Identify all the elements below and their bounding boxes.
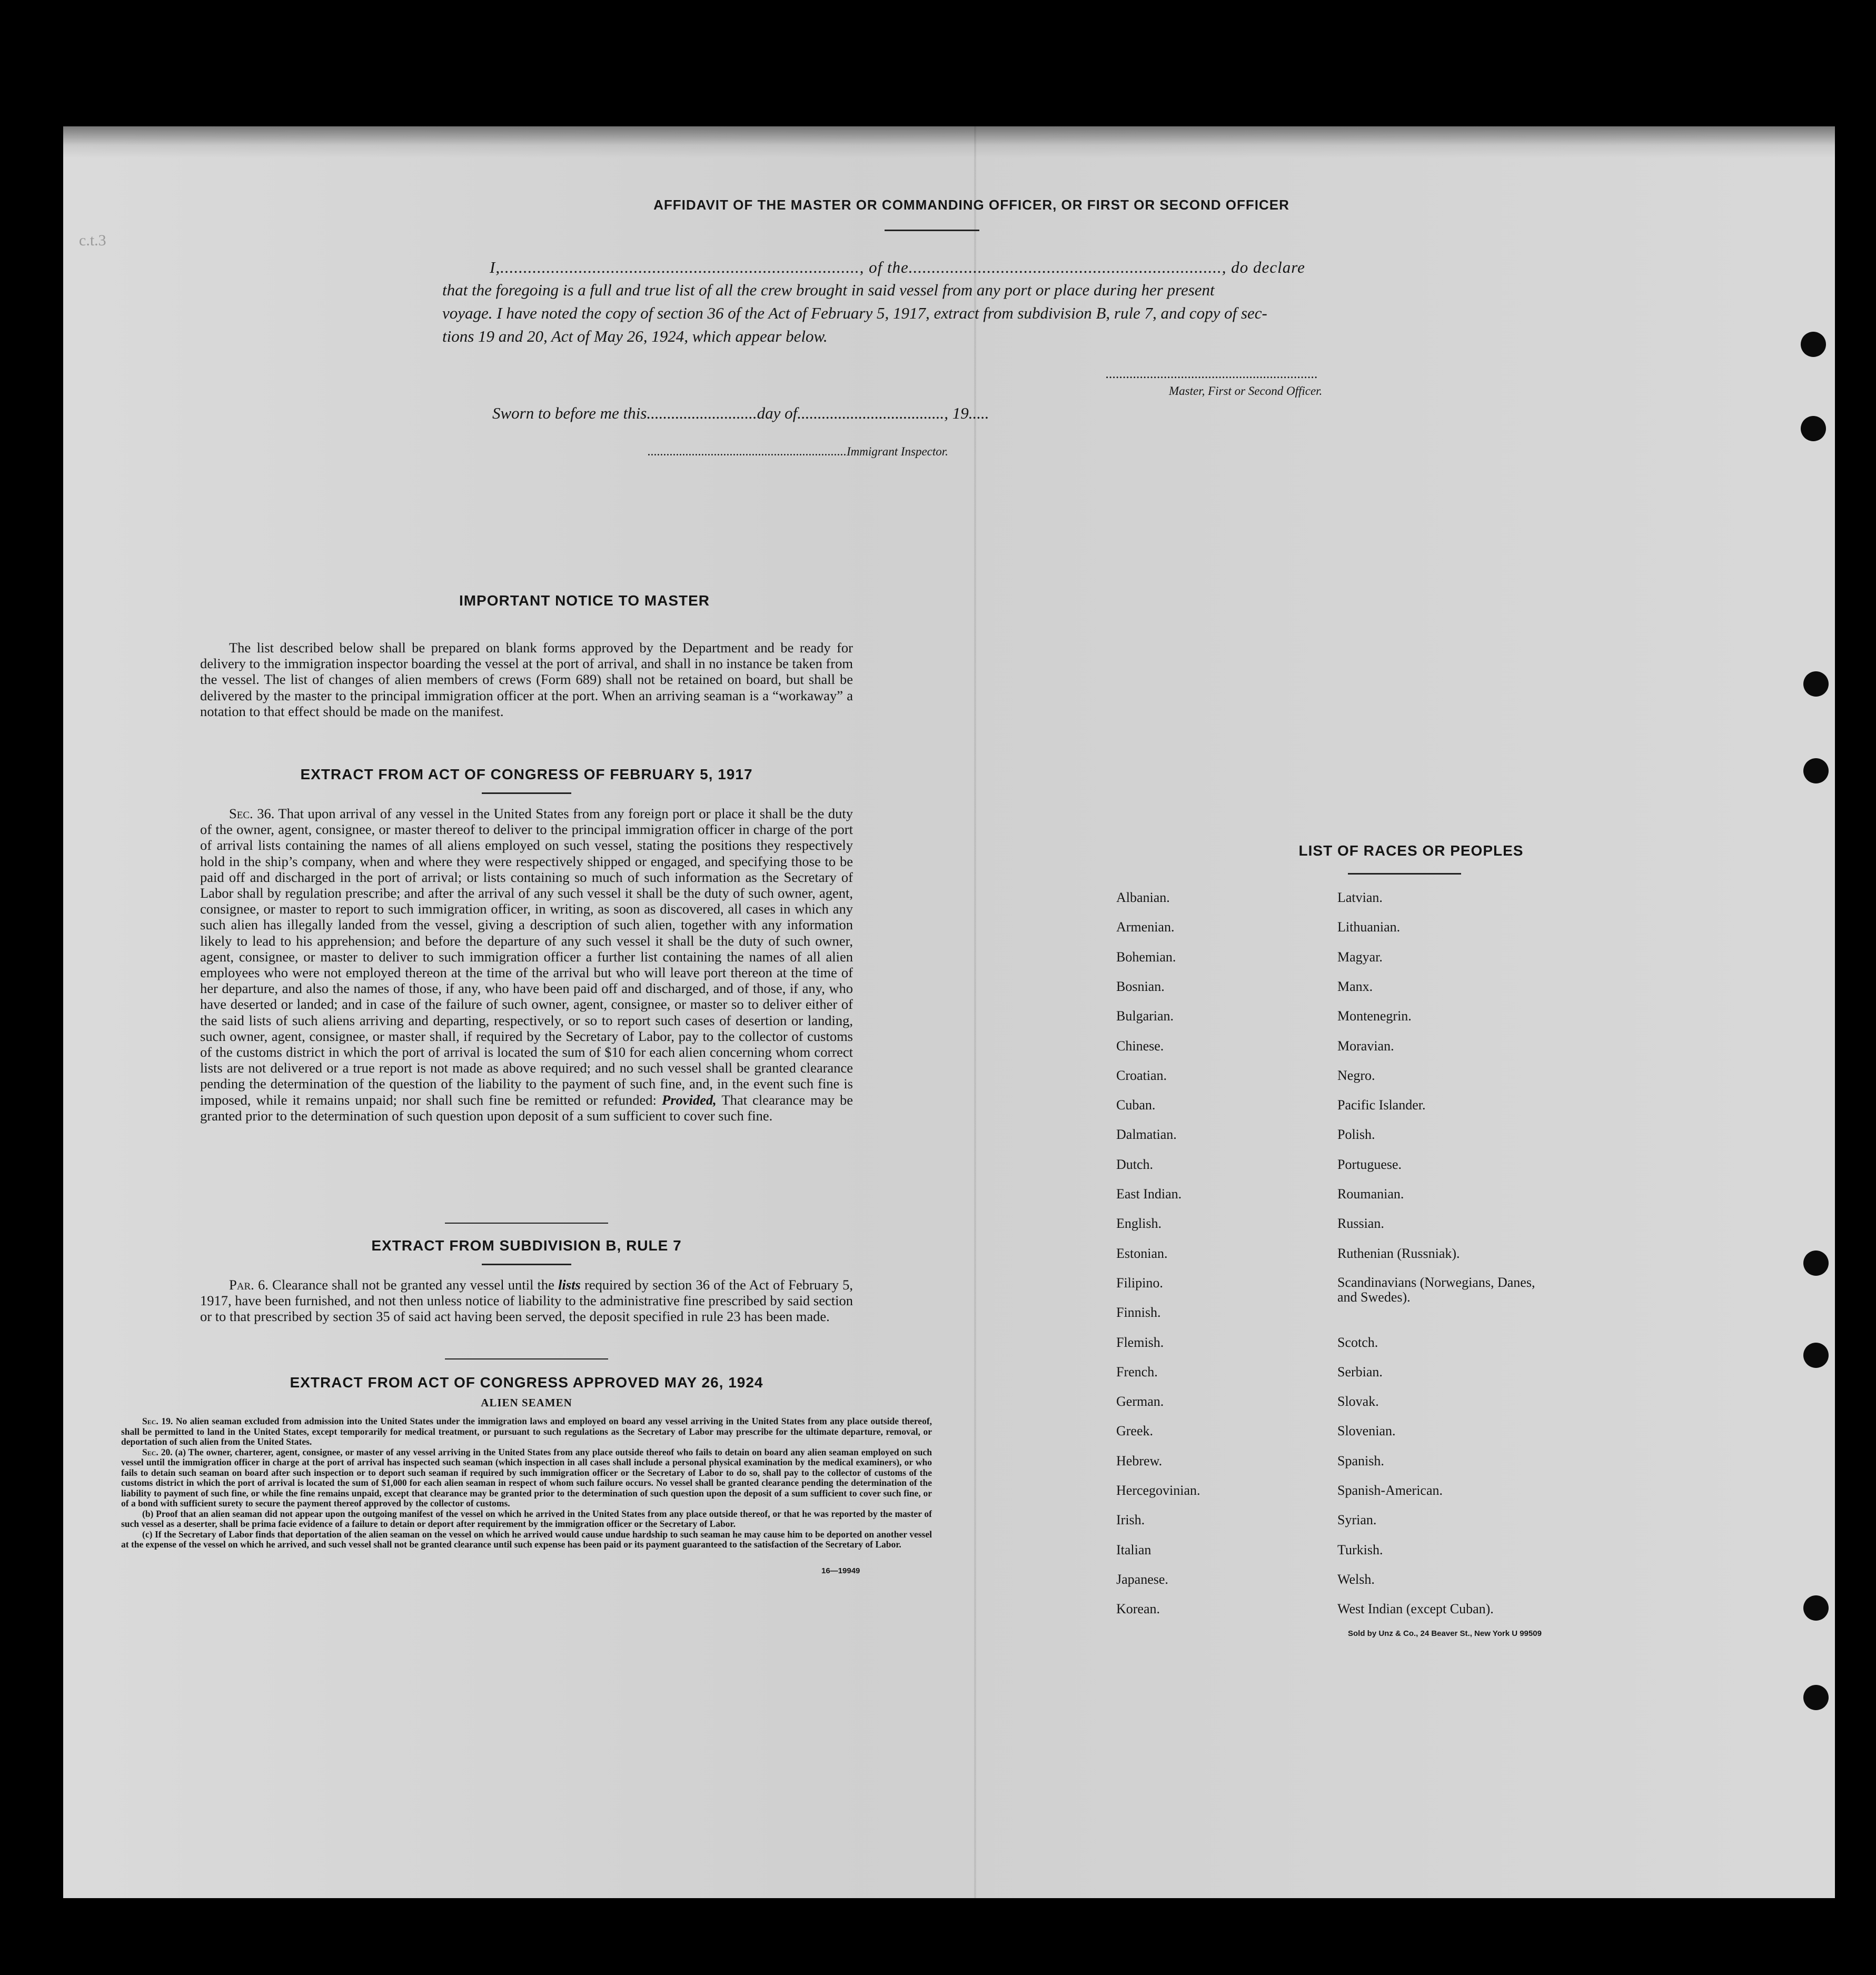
binder-hole-8 [1803,1685,1829,1710]
extract-1917-body [200,806,853,1124]
race-item-left: Finnish. [1116,1305,1161,1321]
affidavit-line-4: tions 19 and 20, Act of May 26, 1924, which appear below. [442,327,828,345]
act-1924-subtitle: ALIEN SEAMEN [481,1396,572,1409]
binder-hole-2 [1801,416,1826,441]
race-item-right: Roumanian. [1337,1186,1404,1202]
signature-caption: Master, First or Second Officer. [1169,384,1323,398]
rule7-text-a: Clearance shall not be granted any vessel until the [272,1277,554,1293]
sec-20a-paragraph [121,1447,932,1509]
race-item-right: Portuguese. [1337,1156,1402,1172]
affidavit-title-rule [885,230,979,231]
race-item-left: Chinese. [1116,1038,1164,1054]
race-item-left: Dutch. [1116,1156,1154,1172]
sec-19-label: Sec. 19. [142,1416,173,1426]
race-item-right: Syrian. [1337,1512,1377,1528]
race-item-right: Russian. [1337,1216,1384,1232]
race-item-right: Scotch. [1337,1334,1378,1350]
race-item-left: Croatian. [1116,1067,1167,1083]
lists-word: lists [558,1277,581,1293]
extract-1917-title: EXTRACT FROM ACT OF CONGRESS OF FEBRUARY 5, 1917 [300,766,753,782]
race-item-left: Bosnian. [1116,978,1165,994]
affidavit-line-3: voyage. I have noted the copy of section 36 of the Act of February 5, 1917, extract from subdivision B, rule 7, and copy of sec- [442,304,1267,322]
act-1924-body [121,1416,932,1550]
race-item-left: English. [1116,1216,1162,1232]
sec-20a-text: (a) The owner, charterer, agent, consignee, or master of any vessel arriving in the United States from any place outside thereof who fails to detain on board any alien seaman employed on such vessel until the immigration officer in charge at the port of arrival has inspected such seaman (which inspection in all cases shall include a personal physical examination by the medical examiners), or who fails to detain such seaman on board after such inspection or to deport such seaman if required by such immigration officer or the Secretary of Labor to do so, shall pay to the collector of customs of the customs district in which the port of arrival is located the sum of $1,000 for each alien seaman in respect of whom such failure occurs. No vessel shall be granted clearance pending the determination of the liability to payment of such fine, or while the fine remains unpaid, except that clearance may be granted prior to the determination of such question upon the deposit of a sum sufficient to cover such fine, or of a bond with sufficient surety to secure the payment thereof approved by the collector of customs. [121,1446,932,1508]
race-item-right: Scandinavians (Norwegians, Danes, and Swedes). [1337,1274,1535,1305]
race-item-right: Turkish. [1337,1542,1383,1557]
race-item-right: Moravian. [1337,1038,1394,1054]
inspector-dots: ............................................................... [648,445,847,459]
race-item-right: Montenegrin. [1337,1008,1412,1024]
sec-20b-paragraph: (b) Proof that an alien seaman did not appear upon the outgoing manifest of the vessel on which he arrived in the United States from any place outside thereof, or that he was reported by the master of such vessel as a deserter, shall be prima facie evidence of a failure to detain or deport after requirement by the immigration officer or the Secretary of Labor. [121,1508,932,1529]
binder-hole-4 [1803,758,1829,783]
inspector-caption: Immigrant Inspector. [847,445,948,458]
binder-hole-5 [1803,1250,1829,1276]
top-edge-shadow [63,126,1835,158]
affidavit-line-1-text: I,.............................................................................., of the...................................................................., do declare [490,258,1305,276]
race-item-right: Slovak. [1337,1394,1379,1410]
document-page [63,126,1835,1898]
rule7-text-b: required by section 36 of the Act of February 5, 1917, have been furnished, and not then unless notice of liability to the administrative fine prescribed by said section or to that prescribed by section 35 of said act having been served, the deposit specified in rule 23 has been made. [200,1277,853,1325]
sec-36-tail: That clearance may be granted prior to the determination of such question upon deposit of a sum sufficient to cover such fine. [200,1091,853,1124]
printer-imprint: Sold by Unz & Co., 24 Beaver St., New York U 99509 [1348,1629,1542,1638]
race-item-left: Greek. [1116,1423,1154,1439]
race-item-right: Latvian. [1337,890,1383,905]
race-item-left: Hercegovinian. [1116,1483,1200,1498]
race-item-left: Filipino. [1116,1275,1163,1291]
race-item-right: Ruthenian (Russniak). [1337,1245,1460,1261]
race-item-left: East Indian. [1116,1186,1182,1202]
race-item-left: Bulgarian. [1116,1008,1174,1024]
center-fold [974,126,976,1898]
race-item-left: Estonian. [1116,1245,1168,1261]
race-item-left: Flemish. [1116,1334,1164,1350]
extract-1917-rule [482,792,571,794]
race-item-left: Bohemian. [1116,949,1176,965]
form-number: 16—19949 [821,1566,860,1575]
provided-word: Provided, [662,1091,717,1108]
races-title-rule [1348,873,1461,875]
par-6-label: Par. 6. [229,1277,269,1293]
sec-20-label: Sec. 20. [142,1446,173,1457]
race-item-right: Spanish. [1337,1453,1384,1468]
race-item-right: Polish. [1337,1127,1375,1143]
race-item-left: Armenian. [1116,919,1175,935]
sec-19-text: No alien seaman excluded from admission into the United States under the immigration laws and employed on board any vessel arriving in the United States from any place outside thereof, shall be permitted to land in the United States, except temporarily for medical treatment, or pursuant to such regulations as the Secretary of Labor may prescribe for the ultimate departure, removal, or deportation of such alien from the United States. [121,1416,932,1447]
race-item-right: Manx. [1337,978,1373,994]
race-item-left: Korean. [1116,1601,1160,1617]
affidavit-line-1 [490,258,1305,277]
race-item-right: Serbian. [1337,1364,1383,1379]
race-item-left: Dalmatian. [1116,1127,1177,1143]
races-title: LIST OF RACES OR PEOPLES [1298,842,1524,859]
race-item-left: Cuban. [1116,1097,1156,1113]
sec-20c-paragraph: (c) If the Secretary of Labor finds that deportation of the alien seaman on the vessel on which he arrived would cause undue hardship to such seaman he may cause him to be deported on another vessel at the expense of the vessel on which he arrived, and such vessel shall not be granted clearance until such expense has been paid or its payment guaranteed to the satisfaction of the Secretary of Labor. [121,1529,932,1550]
affidavit-title: AFFIDAVIT OF THE MASTER OR COMMANDING OFFICER, OR FIRST OR SECOND OFFICER [653,197,1289,213]
race-item-right: Magyar. [1337,949,1383,965]
race-item-left: German. [1116,1394,1164,1410]
race-item-right: Welsh. [1337,1571,1375,1587]
binder-hole-6 [1803,1343,1829,1368]
inspector-line [648,445,948,459]
race-item-right: Slovenian. [1337,1423,1396,1439]
rule7-title: EXTRACT FROM SUBDIVISION B, RULE 7 [371,1237,682,1254]
race-item-left: Albanian. [1116,890,1170,905]
binder-hole-3 [1803,671,1829,697]
act-1924-title: EXTRACT FROM ACT OF CONGRESS APPROVED MAY 26, 1924 [290,1374,763,1391]
sec-19-paragraph [121,1416,932,1447]
sworn-line: Sworn to before me this...........................day of...................................., 19..... [492,404,989,422]
race-item-left: Japanese. [1116,1571,1168,1587]
rule7-body [200,1277,853,1325]
race-item-left: Irish. [1116,1512,1145,1528]
margin-mark: c.t.3 [79,232,106,249]
notice-title: IMPORTANT NOTICE TO MASTER [459,592,710,609]
binder-hole-7 [1803,1595,1829,1621]
binder-hole-1 [1801,332,1826,357]
affidavit-line-2: that the foregoing is a full and true list of all the crew brought in said vessel from any port or place during her present [442,281,1215,299]
race-item-left: Italian [1116,1542,1152,1557]
race-item-right: Pacific Islander. [1337,1097,1426,1113]
race-item-right: Negro. [1337,1067,1375,1083]
rule7-end-rule [445,1358,608,1359]
race-item-right: Lithuanian. [1337,919,1401,935]
rule7-rule [482,1264,571,1265]
sec-36-label: Sec. 36. [229,806,275,821]
sec-36-text: That upon arrival of any vessel in the United States from any foreign port or place it shall be the duty of the owner, agent, consignee, or master thereof to deliver to the principal immigration officer in charge of the port of arrival lists containing the names of all aliens employed on such vessel, stating the positions they respectively hold in the ship’s company, when and where they were respectively shipped or engaged, and specifying those to be paid off and discharged in the port of arrival; or lists containing so much of such information as the Secretary of Labor shall by regulation prescribe; and after the arrival of any such vessel it shall be the duty of such owner, agent, consignee, or master to report to such immigration officer, in writing, as soon as discovered, all cases in which any such alien has illegally landed from the vessel, giving a description of such alien, together with any information likely to lead to his apprehension; and before the departure of any such vessel it shall be the duty of such owner, agent, consignee, or master to deliver to such immigration officer a further list containing the names of all alien employees who were not employed thereon at the time of the arrival but who will leave port thereon at the time of her departure, and also the names of those, if any, who have been paid off and discharged, and of those, if any, who have deserted or landed; and in case of the failure of such owner, agent, consignee, or master so to deliver either of the said lists of such aliens arriving and departing, respectively, or so to report such cases of desertion or landing, such owner, agent, consignee, or master shall, if required by the Secretary of Labor, pay to the collector of customs of the customs district in which the port of arrival is located the sum of $10 for each alien concerning whom correct lists are not delivered or a true report is not made as above required; and no such vessel shall be granted clearance pending the determination of the question of the liability to the payment of such fine, and, in the event such fine is imposed, while it remains unpaid; nor shall such fine be remitted or refunded: [200,806,853,1108]
notice-body: The list described below shall be prepared on blank forms approved by the Department and be ready for delivery to the immigration inspector boarding the vessel at the port of arrival, and shall in no instance be taken from the vessel. The list of changes of alien members of crews (Form 689) shall not be retained on board, but shall be delivered by the master to the principal immigration officer at the port. When an arriving seaman is a “workaway” a notation to that effect should be made on the manifest. [200,640,853,719]
signature-line: .............................................................. [1106,366,1318,381]
race-item-right: Spanish-American. [1337,1483,1443,1498]
extract-1917-end-rule [445,1223,608,1224]
race-item-left: French. [1116,1364,1158,1379]
race-item-left: Hebrew. [1116,1453,1163,1468]
race-item-right: West Indian (except Cuban). [1337,1601,1494,1617]
